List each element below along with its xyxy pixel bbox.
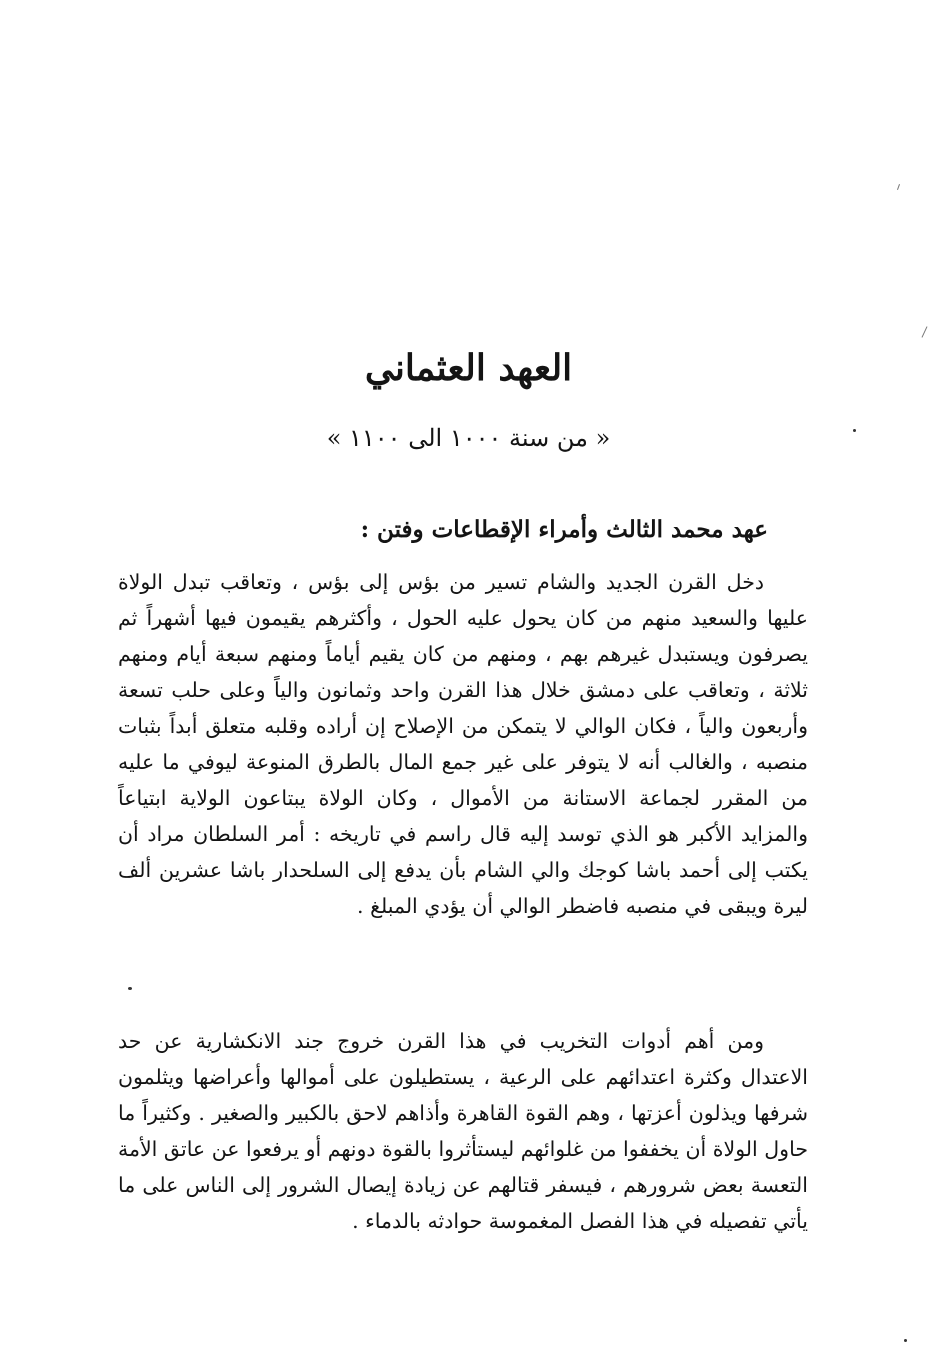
body-paragraph: ومن أهم أدوات التخريب في هذا القرن خروج جند الانكشارية عن حد الاعتدال وكثرة اعتدائهم على الرعية ، يستطيلون على أموالها وأعراضها ويثلمون شرفها ويذلون أعزتها ، وهم القوة القاهرة وأذاهم لاحق بالكبير والصغير . وكثيراً ما حاول الولاة أن يخففوا من غلوائهم ليستأثروا بالقوة دونهم أو يرفعوا عن عاتق الأمة التعسة بعض شرورهم ، فيسفر قتالهم عن زيادة إيصال الشرور إلى الناس على ما يأتي تفصيله في هذا الفصل المغموسة حوادثه بالدماء . <box>118 1029 808 1233</box>
body-paragraph: دخل القرن الجديد والشام تسير من بؤس إلى بؤس ، وتعاقب تبدل الولاة عليها والسعيد منهم من كان يحول عليه الحول ، وأكثرهم يقيمون فيها أشهراً ثم يصرفون ويستبدل غيرهم بهم ، ومنهم من كان يقيم أياماً ومنهم سبعة أيام ومنهم ثلاثة ، وتعاقب على دمشق خلال هذا القرن واحد وثمانون والياً وعلى حلب تسعة وأربعون والياً ، فكان الوالي لا يتمكن من الإصلاح إن أراده وقلبه متعلق أبداً بثبات منصبه ، والغالب أنه لا يتوفر على غير جمع المال بالطرق المنوعة ليوفي ما عليه من المقرر لجماعة الاستانة من الأموال ، وكان الولاة يبتاعون الولاية ابتياعاً والمزايد الأكبر هو الذي توسد إليه قال راسم في تاريخه : أمر السلطان مراد أن يكتب إلى أحمد باشا كوجك والي الشام بأن يدفع إلى السلحدار باشا عشرين ألف ليرة ويبقى في منصبه فاضطر الوالي أن يؤدي المبلغ . <box>118 570 808 918</box>
section-heading: عهد محمد الثالث وأمراء الإقطاعات وفتن : <box>360 516 768 543</box>
scan-mark <box>922 326 928 337</box>
chapter-title: العهد العثماني <box>364 347 573 389</box>
scan-speck <box>128 987 132 990</box>
chapter-date-range: « من سنة ١٠٠٠ الى ١١٠٠ » <box>326 424 611 452</box>
scan-speck <box>853 429 856 432</box>
scan-mark <box>897 184 900 190</box>
scan-speck <box>904 1339 907 1342</box>
